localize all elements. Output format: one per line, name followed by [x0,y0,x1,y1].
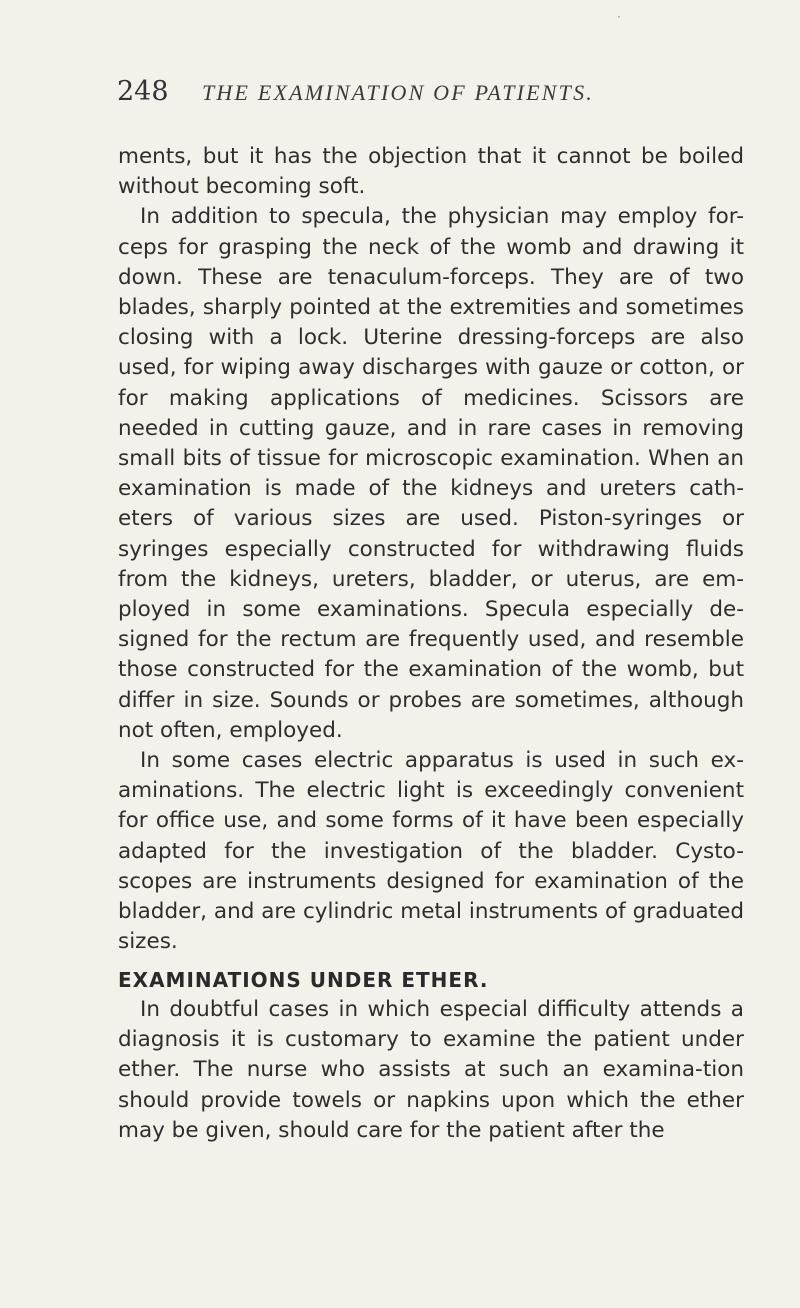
page-number: 248 [117,76,169,107]
paragraph-electric-apparatus: In some cases electric apparatus is used in such ex-aminations. The electric light is exceedingly convenient for office use, and some forms of it have been especially adapted for the investigation of the bladder. Cysto-scopes are instruments designed for examination of the bladder, and are cylindric metal instruments of graduated sizes. [118,748,744,955]
page-header [117,76,737,116]
paragraph-continued: ments, but it has the objection that it cannot be boiled without becoming soft. [118,144,744,200]
running-head: THE EXAMINATION OF PATIENTS. [202,80,595,105]
paragraph-instruments: In addition to specula, the physician may employ for-ceps for grasping the neck of the womb and drawing it down. These are tenaculum-forceps. They are of two blades, sharply pointed at the extremities and sometimes closing with a lock. Uterine dressing-forceps are also used, for wiping away discharges with gauze or cotton, or for making applications of medicines. Scissors are needed in cutting gauze, and in rare cases in removing small bits of tissue for microscopic examination. When an examination is made of the kidneys and ureters cath-eters of various sizes are used. Piston-syringes or syringes especially constructed for withdrawing fluids from the kidneys, ureters, bladder, or uterus, are em-ployed in some examinations. Specula especially de-signed for the rectum are frequently used, and resemble those constructed for the examination of the womb, but differ in size. Sounds or probes are sometimes, although not often, employed. [118,204,744,743]
section-heading: EXAMINATIONS UNDER ETHER. [118,968,489,992]
body-text [118,142,744,957]
paragraph-ether: In doubtful cases in which especial difficulty attends a diagnosis it is customary to examine the patient under ether. The nurse who assists at such an examina-tion should provide towels or napkins upon which the ether may be given, should care for the patient after the [118,997,744,1143]
body-text-ether [118,995,744,1146]
ink-mark-icon: · [617,10,621,24]
